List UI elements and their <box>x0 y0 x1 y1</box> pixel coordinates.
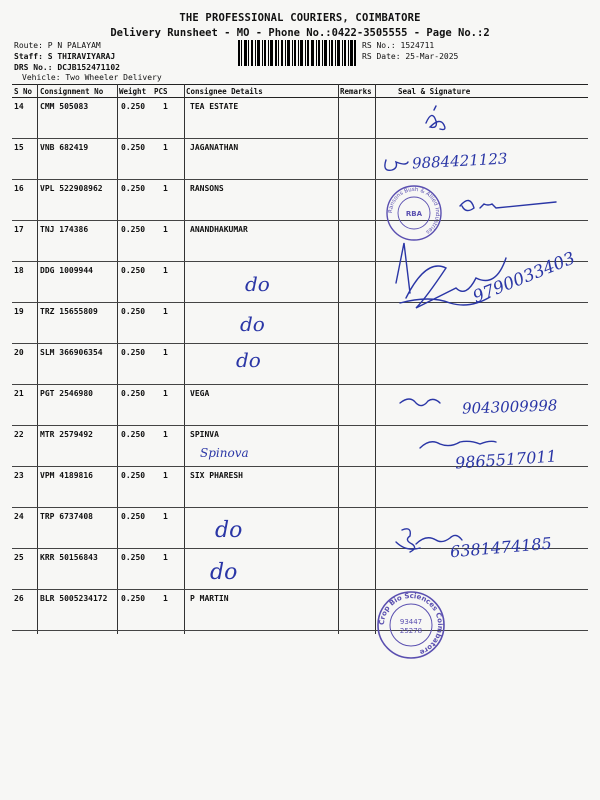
row-weight: 0.250 <box>121 225 146 234</box>
ransons-stamp <box>385 184 443 242</box>
ransons-logo: RBA <box>405 210 423 218</box>
row-weight: 0.250 <box>121 348 146 357</box>
row-pcs: 1 <box>163 348 168 357</box>
row-consignment-no: SLM 366906354 <box>40 348 103 357</box>
row-pcs: 1 <box>163 512 168 521</box>
handwritten-phone: 9790033403 <box>470 248 578 308</box>
row-consignment-no: VNB 682419 <box>40 143 89 152</box>
row-sno: 25 <box>14 553 24 562</box>
signature-mark <box>426 106 445 130</box>
handwritten-ditto: do <box>210 560 238 585</box>
signature-mark <box>385 160 408 170</box>
crop-bio-stamp <box>376 590 446 660</box>
row-consignee: ANANDHAKUMAR <box>190 225 248 234</box>
col-header-pcs: PCS <box>154 87 168 96</box>
row-weight: 0.250 <box>121 307 146 316</box>
col-header-consignee: Consignee Details <box>186 87 263 96</box>
row-sno: 23 <box>14 471 24 480</box>
row-consignment-no: BLR 5005234172 <box>40 594 108 603</box>
row-consignment-no: PGT 2546980 <box>40 389 93 398</box>
staff-info: Staff: S THIRAVIYARAJ <box>14 52 116 61</box>
row-consignee: JAGANATHAN <box>190 143 239 152</box>
row-consignment-no: TRZ 15655809 <box>40 307 98 316</box>
company-title: THE PROFESSIONAL COURIERS, COIMBATORE <box>179 12 421 24</box>
row-sno: 24 <box>14 512 24 521</box>
handwritten-phone: 9043009998 <box>461 396 558 418</box>
row-sno: 14 <box>14 102 24 111</box>
row-pcs: 1 <box>163 266 168 275</box>
drs-info: DRS No.: DCJB152471102 <box>14 63 120 72</box>
row-consignee: SPINVA <box>190 430 219 439</box>
row-weight: 0.250 <box>121 430 146 439</box>
crop-stamp-phone-b: 25278 <box>399 627 423 635</box>
signature-mark <box>420 441 496 448</box>
crop-stamp-phone-a: 93447 <box>399 618 423 626</box>
row-sno: 26 <box>14 594 24 603</box>
row-sno: 20 <box>14 348 24 357</box>
row-consignee: TEA ESTATE <box>190 102 239 111</box>
signature-mark <box>460 200 556 210</box>
vehicle-info: Vehicle: Two Wheeler Delivery <box>22 73 162 82</box>
col-header-consignment: Consignment No <box>40 87 104 96</box>
signature-mark <box>400 297 490 305</box>
barcode <box>238 40 356 66</box>
row-consignment-no: VPL 522908962 <box>40 184 103 193</box>
route-info: Route: P N PALAYAM <box>14 41 101 50</box>
handwritten-note: Spinova <box>200 446 249 460</box>
handwritten-ditto: do <box>240 312 265 336</box>
signature-scribbles <box>376 98 588 638</box>
handwritten-phone: 9884421123 <box>411 149 508 173</box>
handwritten-ditto: do <box>236 348 261 372</box>
row-pcs: 1 <box>163 553 168 562</box>
col-header-sno: S No <box>14 87 33 96</box>
ransons-stamp-text: Ransons Bush & Allied Industries <box>387 186 441 235</box>
runsheet-subtitle: Delivery Runsheet - MO - Phone No.:0422-3505555 - Page No.:2 <box>110 27 490 39</box>
row-pcs: 1 <box>163 102 168 111</box>
row-consignment-no: TRP 6737408 <box>40 512 93 521</box>
row-sno: 16 <box>14 184 24 193</box>
row-pcs: 1 <box>163 143 168 152</box>
row-consignee: P MARTIN <box>190 594 229 603</box>
crop-stamp-text: Crop Bio Sciences Coimbatore <box>377 591 445 657</box>
row-consignee: VEGA <box>190 389 210 398</box>
row-consignment-no: TNJ 174386 <box>40 225 89 234</box>
row-consignment-no: VPM 4189816 <box>40 471 93 480</box>
row-sno: 17 <box>14 225 24 234</box>
row-consignment-no: CMM 505083 <box>40 102 89 111</box>
col-header-weight: Weight <box>119 87 147 96</box>
row-pcs: 1 <box>163 471 168 480</box>
row-weight: 0.250 <box>121 184 146 193</box>
row-sno: 21 <box>14 389 24 398</box>
handwritten-ditto: do <box>215 518 243 543</box>
row-weight: 0.250 <box>121 102 146 111</box>
row-weight: 0.250 <box>121 266 146 275</box>
row-weight: 0.250 <box>121 512 146 521</box>
col-header-seal: Seal & Signature <box>398 87 471 96</box>
row-weight: 0.250 <box>121 553 146 562</box>
row-pcs: 1 <box>163 594 168 603</box>
row-consignee: SIX PHARESH <box>190 471 243 480</box>
signature-mark <box>400 399 440 406</box>
row-pcs: 1 <box>163 225 168 234</box>
row-weight: 0.250 <box>121 389 146 398</box>
col-header-remarks: Remarks <box>340 87 372 96</box>
row-weight: 0.250 <box>121 594 146 603</box>
row-consignment-no: DDG 1009944 <box>40 266 93 275</box>
row-weight: 0.250 <box>121 471 146 480</box>
row-sno: 18 <box>14 266 24 275</box>
row-sno: 15 <box>14 143 24 152</box>
row-consignment-no: KRR 50156843 <box>40 553 98 562</box>
table-top-rule <box>12 84 588 85</box>
rs-date: RS Date: 25-Mar-2025 <box>362 52 459 61</box>
row-sno: 19 <box>14 307 24 316</box>
handwritten-phone: 9865517011 <box>454 446 558 473</box>
row-pcs: 1 <box>163 430 168 439</box>
handwritten-phone: 6381474185 <box>449 533 553 562</box>
row-pcs: 1 <box>163 389 168 398</box>
row-pcs: 1 <box>163 307 168 316</box>
signature-mark <box>396 243 506 308</box>
row-sno: 22 <box>14 430 24 439</box>
handwritten-ditto: do <box>245 272 270 296</box>
row-consignment-no: MTR 2579492 <box>40 430 93 439</box>
row-pcs: 1 <box>163 184 168 193</box>
row-weight: 0.250 <box>121 143 146 152</box>
rs-number: RS No.: 1524711 <box>362 41 435 50</box>
row-consignee: RANSONS <box>190 184 224 193</box>
